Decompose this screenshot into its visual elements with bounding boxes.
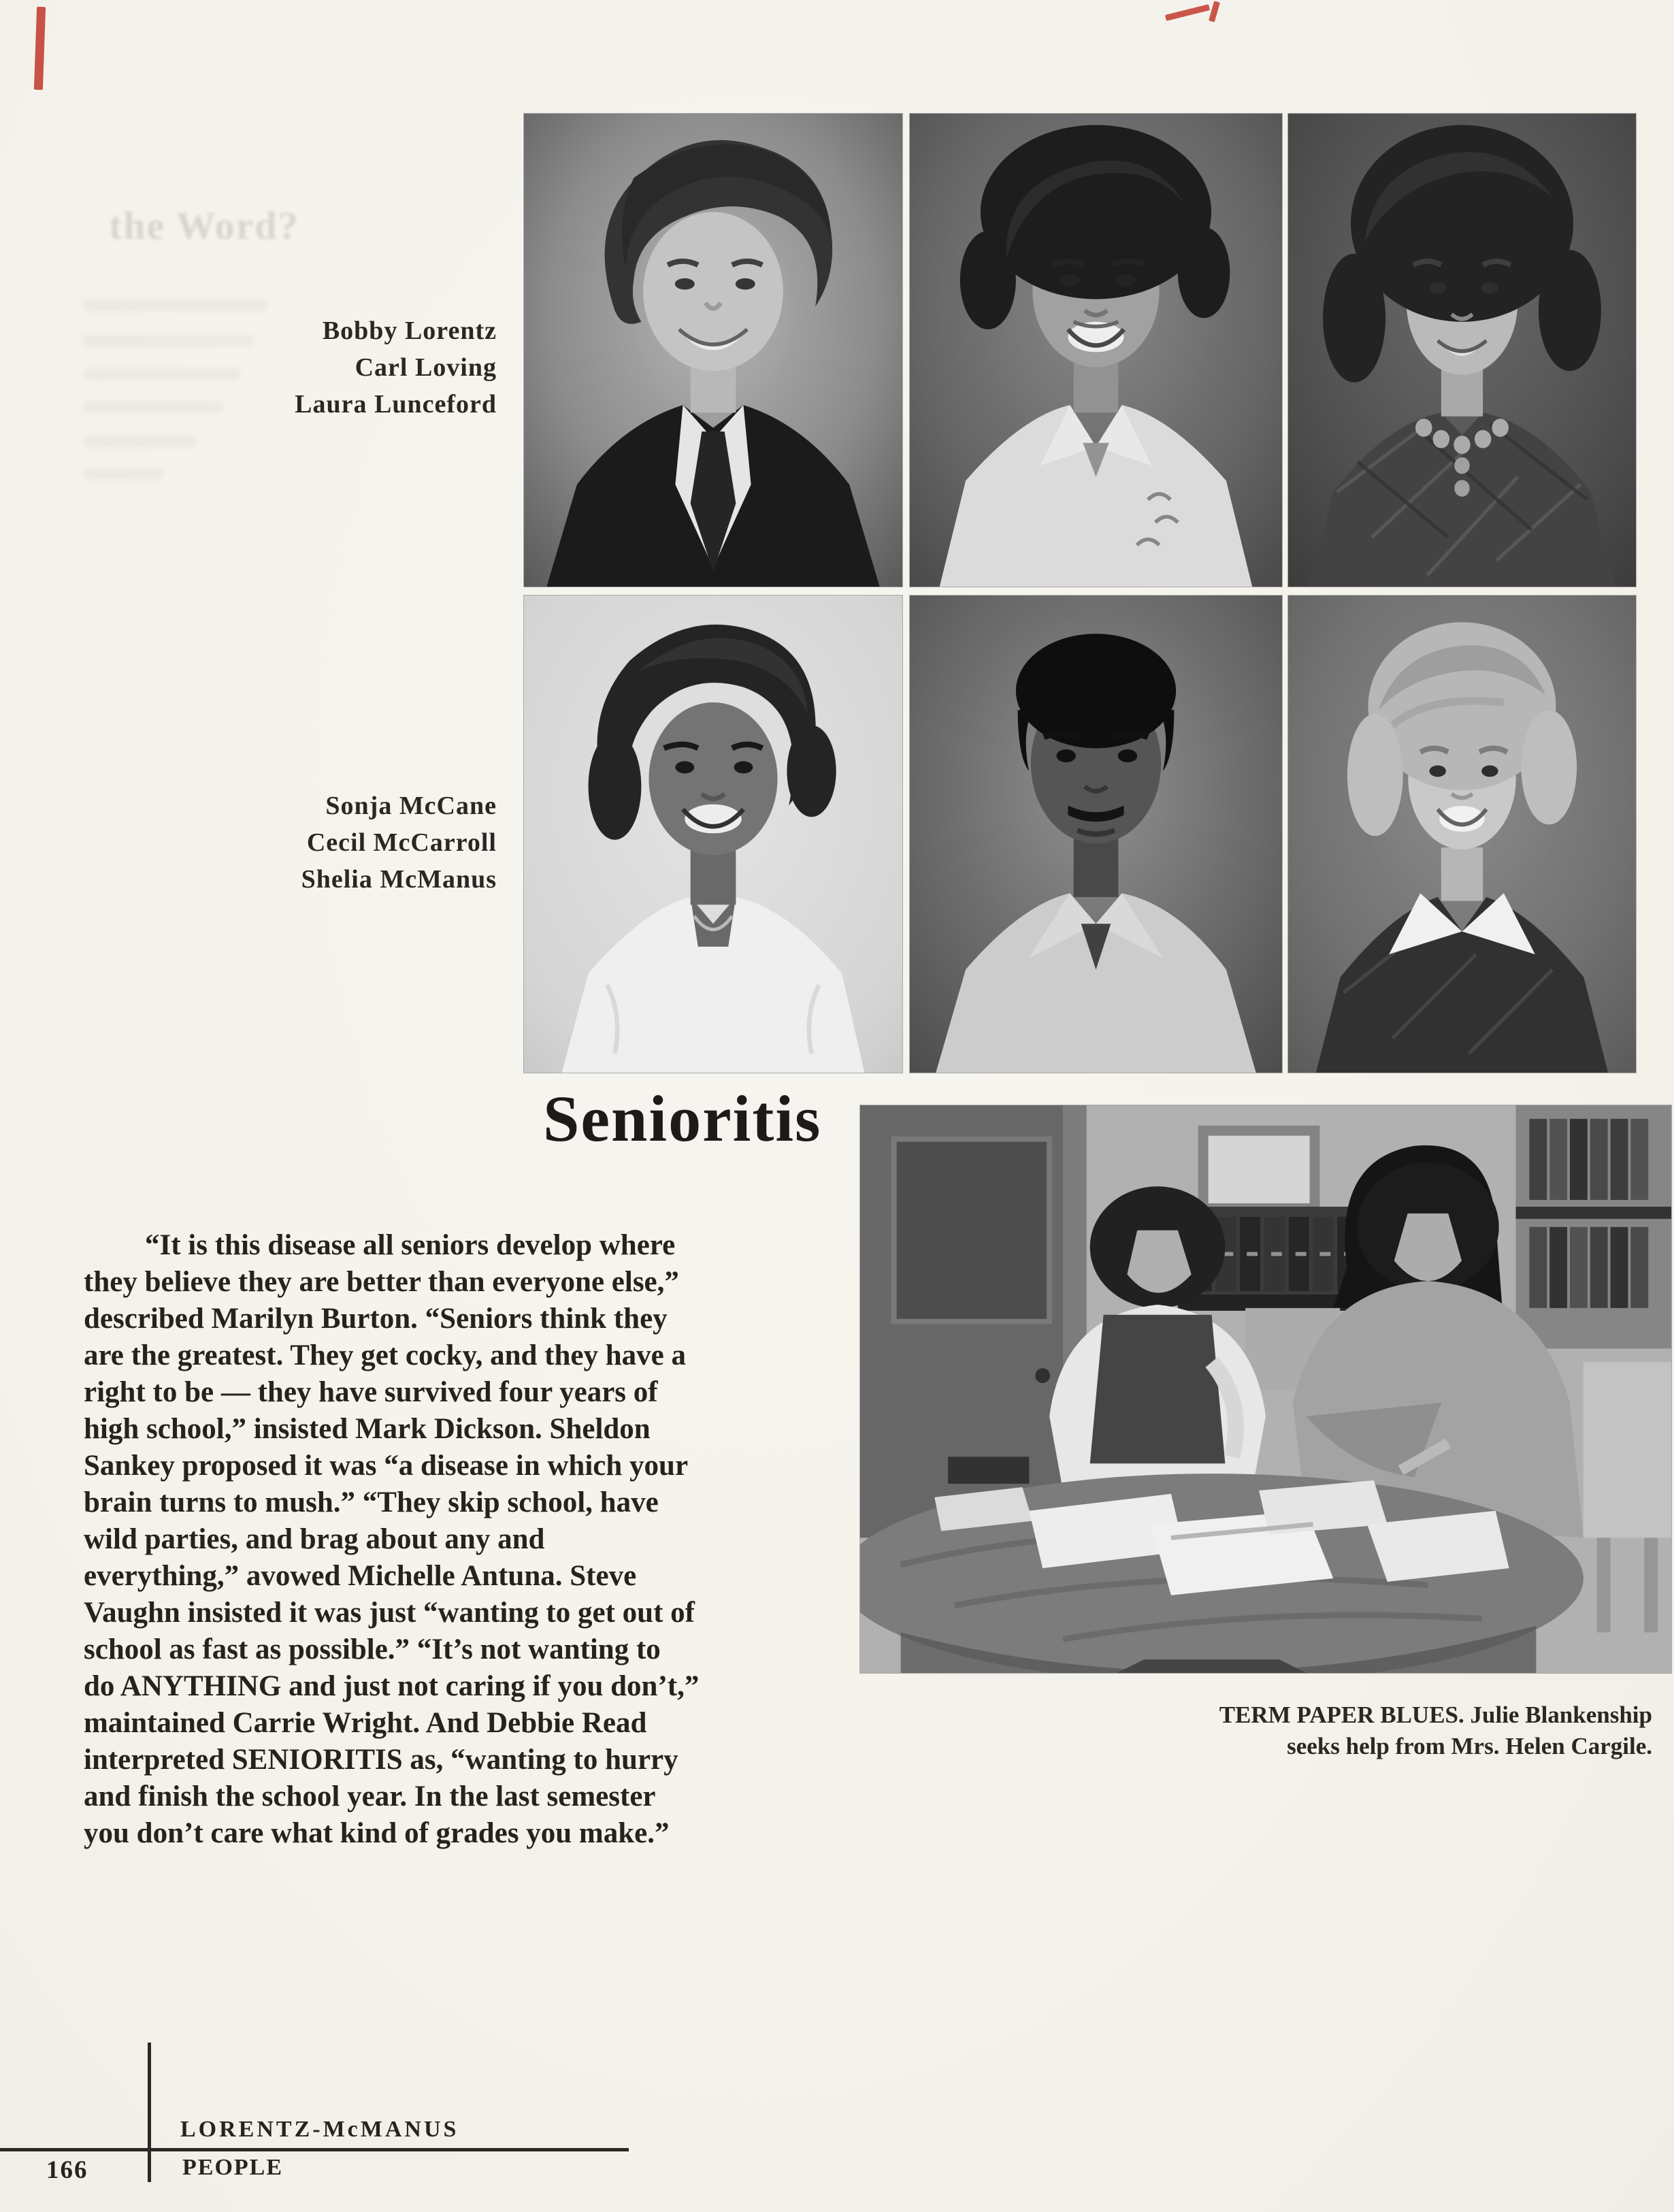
article-line: Sankey proposed it was “a disease in which your	[84, 1450, 689, 1482]
footer-rule-vertical	[148, 2043, 151, 2182]
article-line: they believe they are better than everyone else,”	[84, 1266, 679, 1298]
footer-section-label: PEOPLE	[182, 2155, 284, 2180]
red-scan-mark-top-left	[34, 7, 46, 90]
student-name: Laura Lunceford	[295, 390, 497, 419]
article-line: described Marilyn Burton. “Seniors think they	[84, 1303, 668, 1335]
red-scan-mark-top-right	[1165, 4, 1210, 21]
portrait-photo-laura-lunceford	[1288, 114, 1636, 587]
portrait-photo-bobby-lorentz	[524, 114, 902, 587]
red-scan-mark-top-right-2	[1209, 1, 1220, 22]
portrait-illustration	[910, 114, 1282, 587]
portrait-illustration	[1288, 114, 1636, 587]
article-line: high school,” insisted Mark Dickson. Sheldon	[84, 1413, 651, 1445]
portrait-illustration	[910, 596, 1282, 1073]
article-line: everything,” avowed Michelle Antuna. Steve	[84, 1560, 637, 1592]
article-line: school as fast as possible.” “It’s not wanting to	[84, 1633, 661, 1665]
article-line: do ANYTHING and just not caring if you don’t,”	[84, 1670, 700, 1702]
portrait-photo-cecil-mccarroll	[910, 596, 1282, 1073]
name-list-row2	[157, 787, 497, 898]
ghost-line	[83, 436, 197, 447]
portrait-illustration	[1288, 596, 1636, 1073]
article-title: Senioritis	[543, 1082, 822, 1155]
ghost-line	[83, 468, 163, 480]
article-line: you don’t care what kind of grades you make.”	[84, 1817, 670, 1849]
article-line: right to be — they have survived four years of	[84, 1376, 658, 1408]
name-list-row1	[157, 312, 497, 423]
student-name: Sonja McCane	[325, 792, 497, 820]
library-scene-illustration	[860, 1105, 1671, 1673]
portrait-illustration	[524, 114, 902, 587]
photo-caption-line: TERM PAPER BLUES. Julie Blankenship	[1219, 1702, 1652, 1728]
student-name: Carl Loving	[355, 353, 497, 382]
candid-photo-term-paper-blues	[860, 1105, 1671, 1673]
article-line: are the greatest. They get cocky, and they have a	[84, 1339, 686, 1371]
article-body	[84, 1227, 846, 1852]
student-name: Shelia McManus	[301, 865, 497, 894]
footer-index-label: LORENTZ-McMANUS	[180, 2117, 459, 2142]
article-line: and finish the school year. In the last semester	[84, 1780, 656, 1812]
article-line: maintained Carrie Wright. And Debbie Read	[84, 1707, 647, 1739]
article-line: Vaughn insisted it was just “wanting to get out of	[84, 1597, 695, 1629]
portrait-illustration	[524, 596, 902, 1073]
portrait-photo-sonja-mccane	[524, 596, 902, 1073]
portrait-photo-shelia-mcmanus	[1288, 596, 1636, 1073]
ghost-line	[83, 299, 268, 311]
article-line: “It is this disease all seniors develop where	[145, 1229, 676, 1261]
ghost-text: the Word?	[109, 204, 299, 248]
photo-caption-line: seeks help from Mrs. Helen Cargile.	[1287, 1733, 1652, 1759]
footer-rule-horizontal	[0, 2148, 629, 2151]
article-line: interpreted SENIORITIS as, “wanting to hurry	[84, 1744, 678, 1776]
article-line: brain turns to mush.” “They skip school, have	[84, 1486, 659, 1518]
page-number: 166	[46, 2156, 88, 2184]
student-name: Bobby Lorentz	[322, 316, 497, 345]
article-line: wild parties, and brag about any and	[84, 1523, 545, 1555]
portrait-photo-carl-loving	[910, 114, 1282, 587]
student-name: Cecil McCarroll	[306, 828, 497, 857]
photo-caption	[1021, 1699, 1652, 1762]
